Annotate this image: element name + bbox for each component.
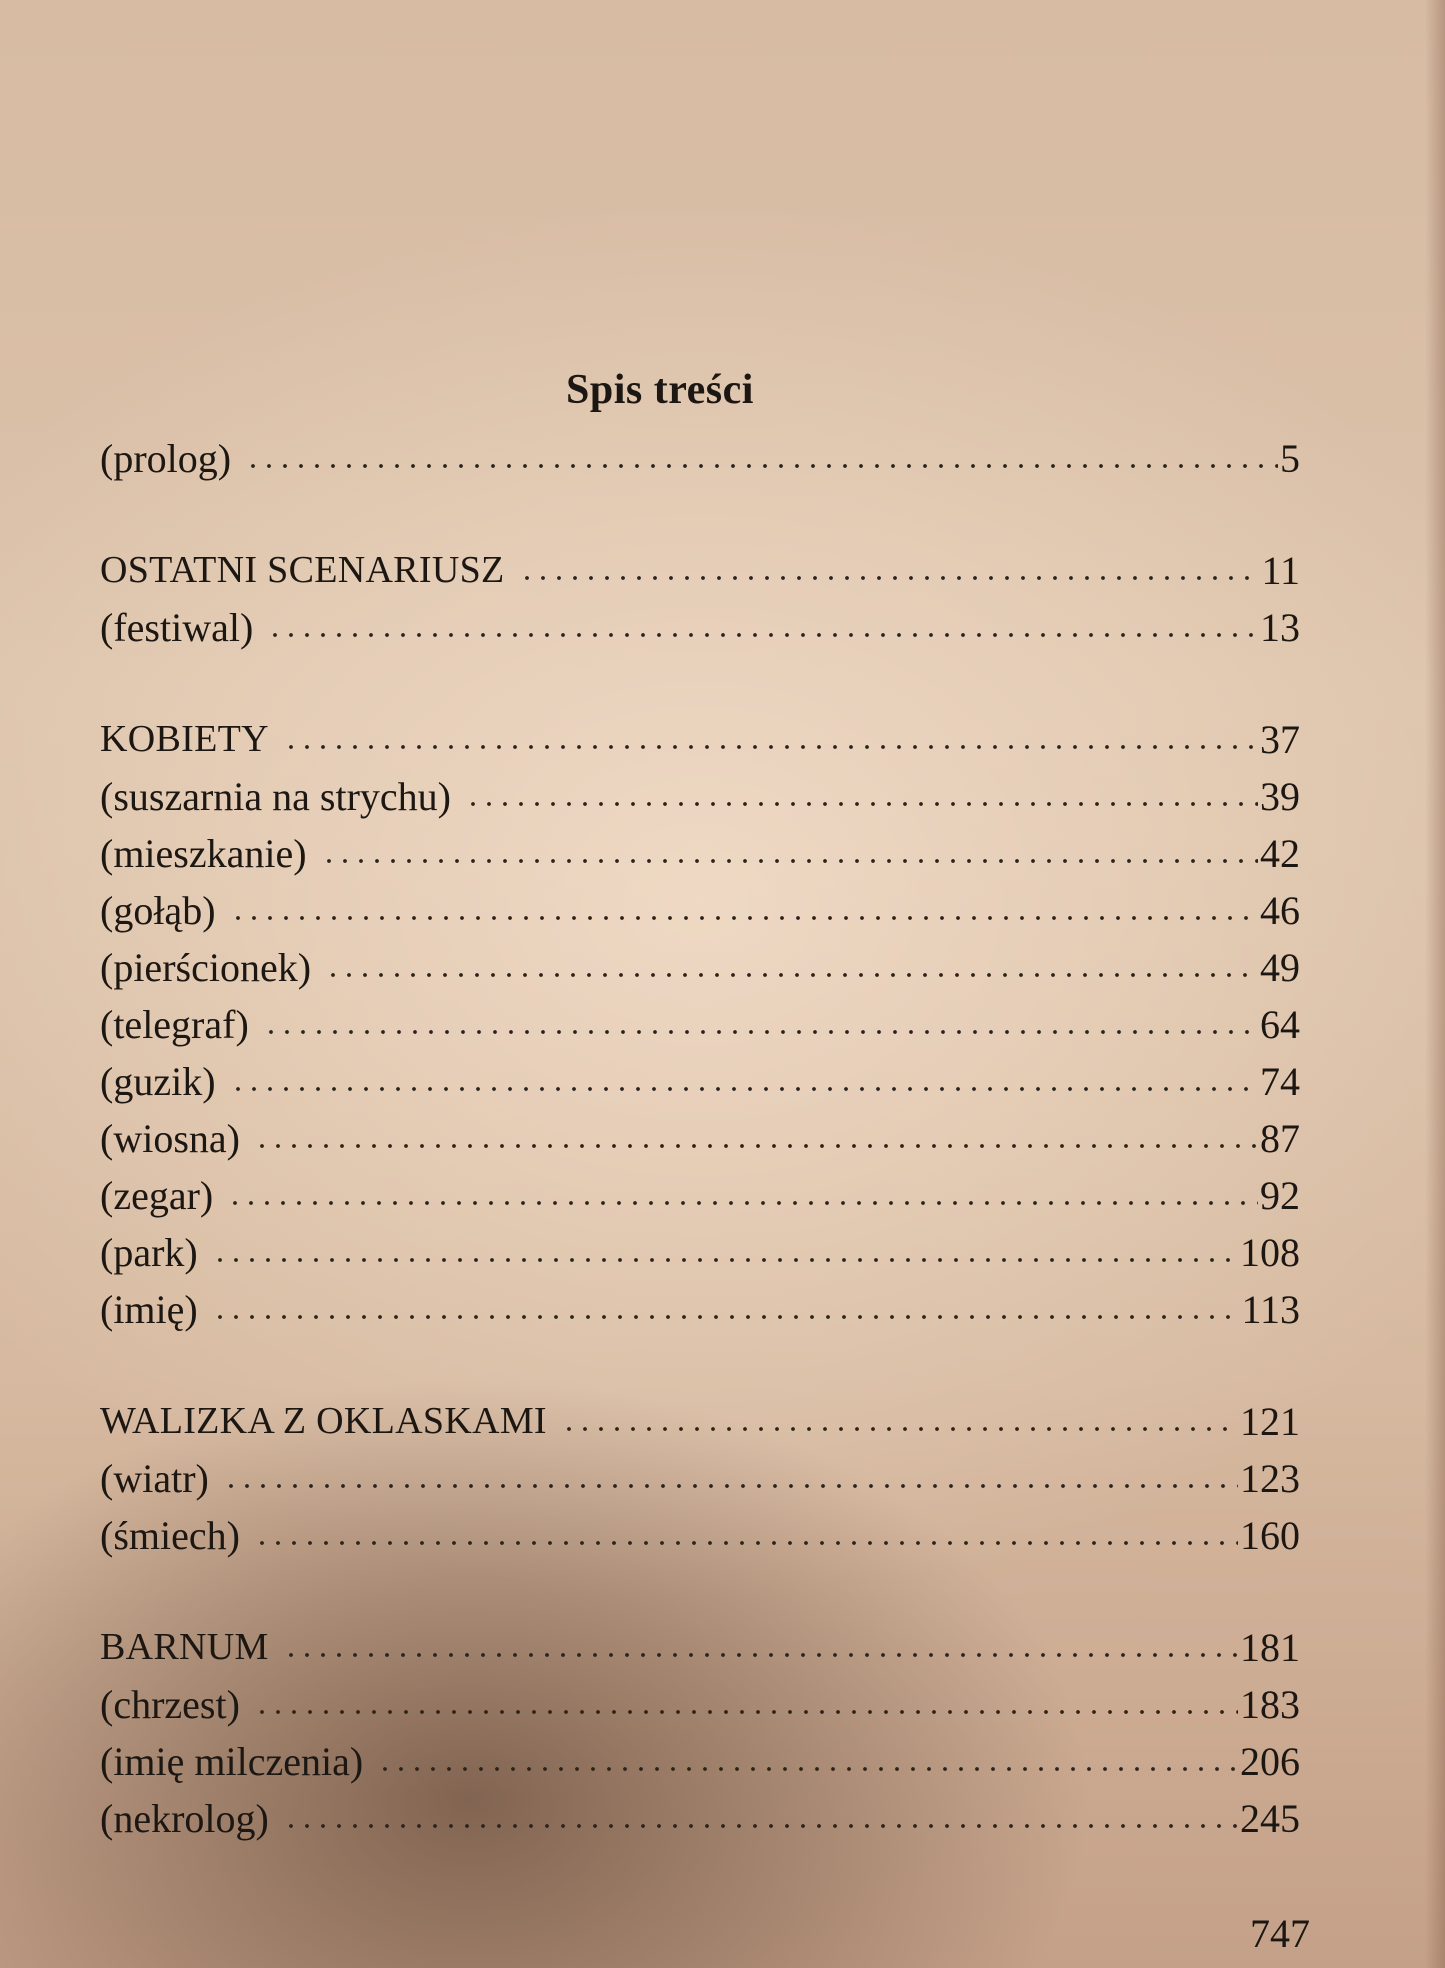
toc-entry-label: (wiosna) (100, 1116, 240, 1161)
toc-entry-label: OSTATNI SCENARIUSZ (100, 549, 505, 591)
toc-entry (100, 939, 1300, 996)
toc-section (100, 1619, 1300, 1847)
page-title: Spis treści (566, 367, 754, 414)
toc-entry-label: (suszarnia na strychu) (100, 774, 451, 819)
toc-dot-leader (212, 1253, 1238, 1267)
toc-dot-leader (230, 1082, 1258, 1096)
toc-dot-leader (254, 1139, 1258, 1153)
toc-section (100, 1393, 1300, 1564)
page-number-folio: 747 (1250, 1911, 1310, 1956)
toc-entry-label: (mieszkanie) (100, 831, 307, 876)
toc-section (100, 542, 1300, 656)
toc-dot-leader (283, 1819, 1238, 1833)
toc-entry-label: (śmiech) (100, 1513, 240, 1558)
toc-entry-label: (gołąb) (100, 888, 216, 933)
toc-entry-label: (imię) (100, 1287, 198, 1332)
toc-entry (100, 1507, 1300, 1564)
table-of-contents (100, 430, 1300, 1902)
toc-dot-leader (561, 1422, 1238, 1436)
toc-dot-leader (230, 911, 1258, 925)
toc-entry (100, 882, 1300, 939)
toc-entry-page-number: 5 (1280, 436, 1300, 481)
toc-entry-page-number: 11 (1261, 548, 1300, 593)
toc-entry-label: KOBIETY (100, 718, 269, 760)
toc-dot-leader (254, 1705, 1238, 1719)
toc-entry-page-number: 87 (1260, 1116, 1300, 1161)
toc-entry (100, 430, 1300, 487)
toc-entry (100, 1733, 1300, 1790)
toc-part-heading (100, 711, 1300, 768)
toc-entry (100, 1281, 1300, 1338)
toc-dot-leader (223, 1479, 1238, 1493)
toc-dot-leader (283, 740, 1258, 754)
toc-entry (100, 1110, 1300, 1167)
toc-entry-label: (nekrolog) (100, 1796, 269, 1841)
toc-part-heading (100, 542, 1300, 599)
toc-entry (100, 768, 1300, 825)
toc-entry-page-number: 123 (1240, 1456, 1300, 1501)
toc-entry-page-number: 108 (1240, 1230, 1300, 1275)
toc-dot-leader (227, 1196, 1258, 1210)
toc-entry-page-number: 160 (1240, 1513, 1300, 1558)
toc-entry-page-number: 121 (1240, 1399, 1300, 1444)
toc-entry-page-number: 92 (1260, 1173, 1300, 1218)
toc-dot-leader (263, 1025, 1258, 1039)
toc-entry-page-number: 74 (1260, 1059, 1300, 1104)
toc-dot-leader (245, 459, 1278, 473)
toc-entry-label: (chrzest) (100, 1682, 240, 1727)
toc-entry-page-number: 46 (1260, 888, 1300, 933)
toc-part-heading (100, 1393, 1300, 1450)
toc-entry-page-number: 42 (1260, 831, 1300, 876)
toc-entry-label: (telegraf) (100, 1002, 249, 1047)
toc-entry-page-number: 181 (1240, 1625, 1300, 1670)
toc-entry-label: (guzik) (100, 1059, 216, 1104)
toc-dot-leader (321, 854, 1258, 868)
toc-section (100, 711, 1300, 1338)
toc-entry-page-number: 49 (1260, 945, 1300, 990)
toc-entry (100, 1053, 1300, 1110)
toc-entry (100, 1676, 1300, 1733)
toc-entry (100, 599, 1300, 656)
page-edge-shadow (1425, 0, 1445, 1968)
toc-entry-label: WALIZKA Z OKLASKAMI (100, 1400, 547, 1442)
toc-dot-leader (377, 1762, 1238, 1776)
toc-entry-label: (wiatr) (100, 1456, 209, 1501)
toc-entry (100, 1224, 1300, 1281)
toc-dot-leader (519, 571, 1260, 585)
toc-entry-page-number: 64 (1260, 1002, 1300, 1047)
toc-entry-label: (festiwal) (100, 605, 254, 650)
toc-dot-leader (465, 797, 1258, 811)
toc-entry-page-number: 37 (1260, 717, 1300, 762)
toc-entry-label: BARNUM (100, 1626, 269, 1668)
toc-entry-label: (imię milczenia) (100, 1739, 364, 1784)
toc-dot-leader (283, 1648, 1238, 1662)
toc-dot-leader (325, 968, 1258, 982)
toc-entry (100, 1450, 1300, 1507)
toc-entry (100, 1167, 1300, 1224)
toc-entry (100, 1790, 1300, 1847)
toc-part-heading (100, 1619, 1300, 1676)
toc-entry-label: (park) (100, 1230, 198, 1275)
toc-entry-page-number: 39 (1260, 774, 1300, 819)
toc-dot-leader (267, 628, 1258, 642)
toc-entry-label: (zegar) (100, 1173, 214, 1218)
toc-entry-label: (pierścionek) (100, 945, 312, 990)
toc-entry-page-number: 206 (1240, 1739, 1300, 1784)
toc-entry (100, 825, 1300, 882)
toc-entry-page-number: 245 (1240, 1796, 1300, 1841)
toc-entry-label: (prolog) (100, 436, 232, 481)
toc-entry-page-number: 13 (1260, 605, 1300, 650)
toc-dot-leader (254, 1536, 1238, 1550)
toc-section (100, 430, 1300, 487)
toc-dot-leader (212, 1310, 1240, 1324)
toc-entry-page-number: 183 (1240, 1682, 1300, 1727)
toc-entry (100, 996, 1300, 1053)
toc-entry-page-number: 113 (1241, 1287, 1300, 1332)
